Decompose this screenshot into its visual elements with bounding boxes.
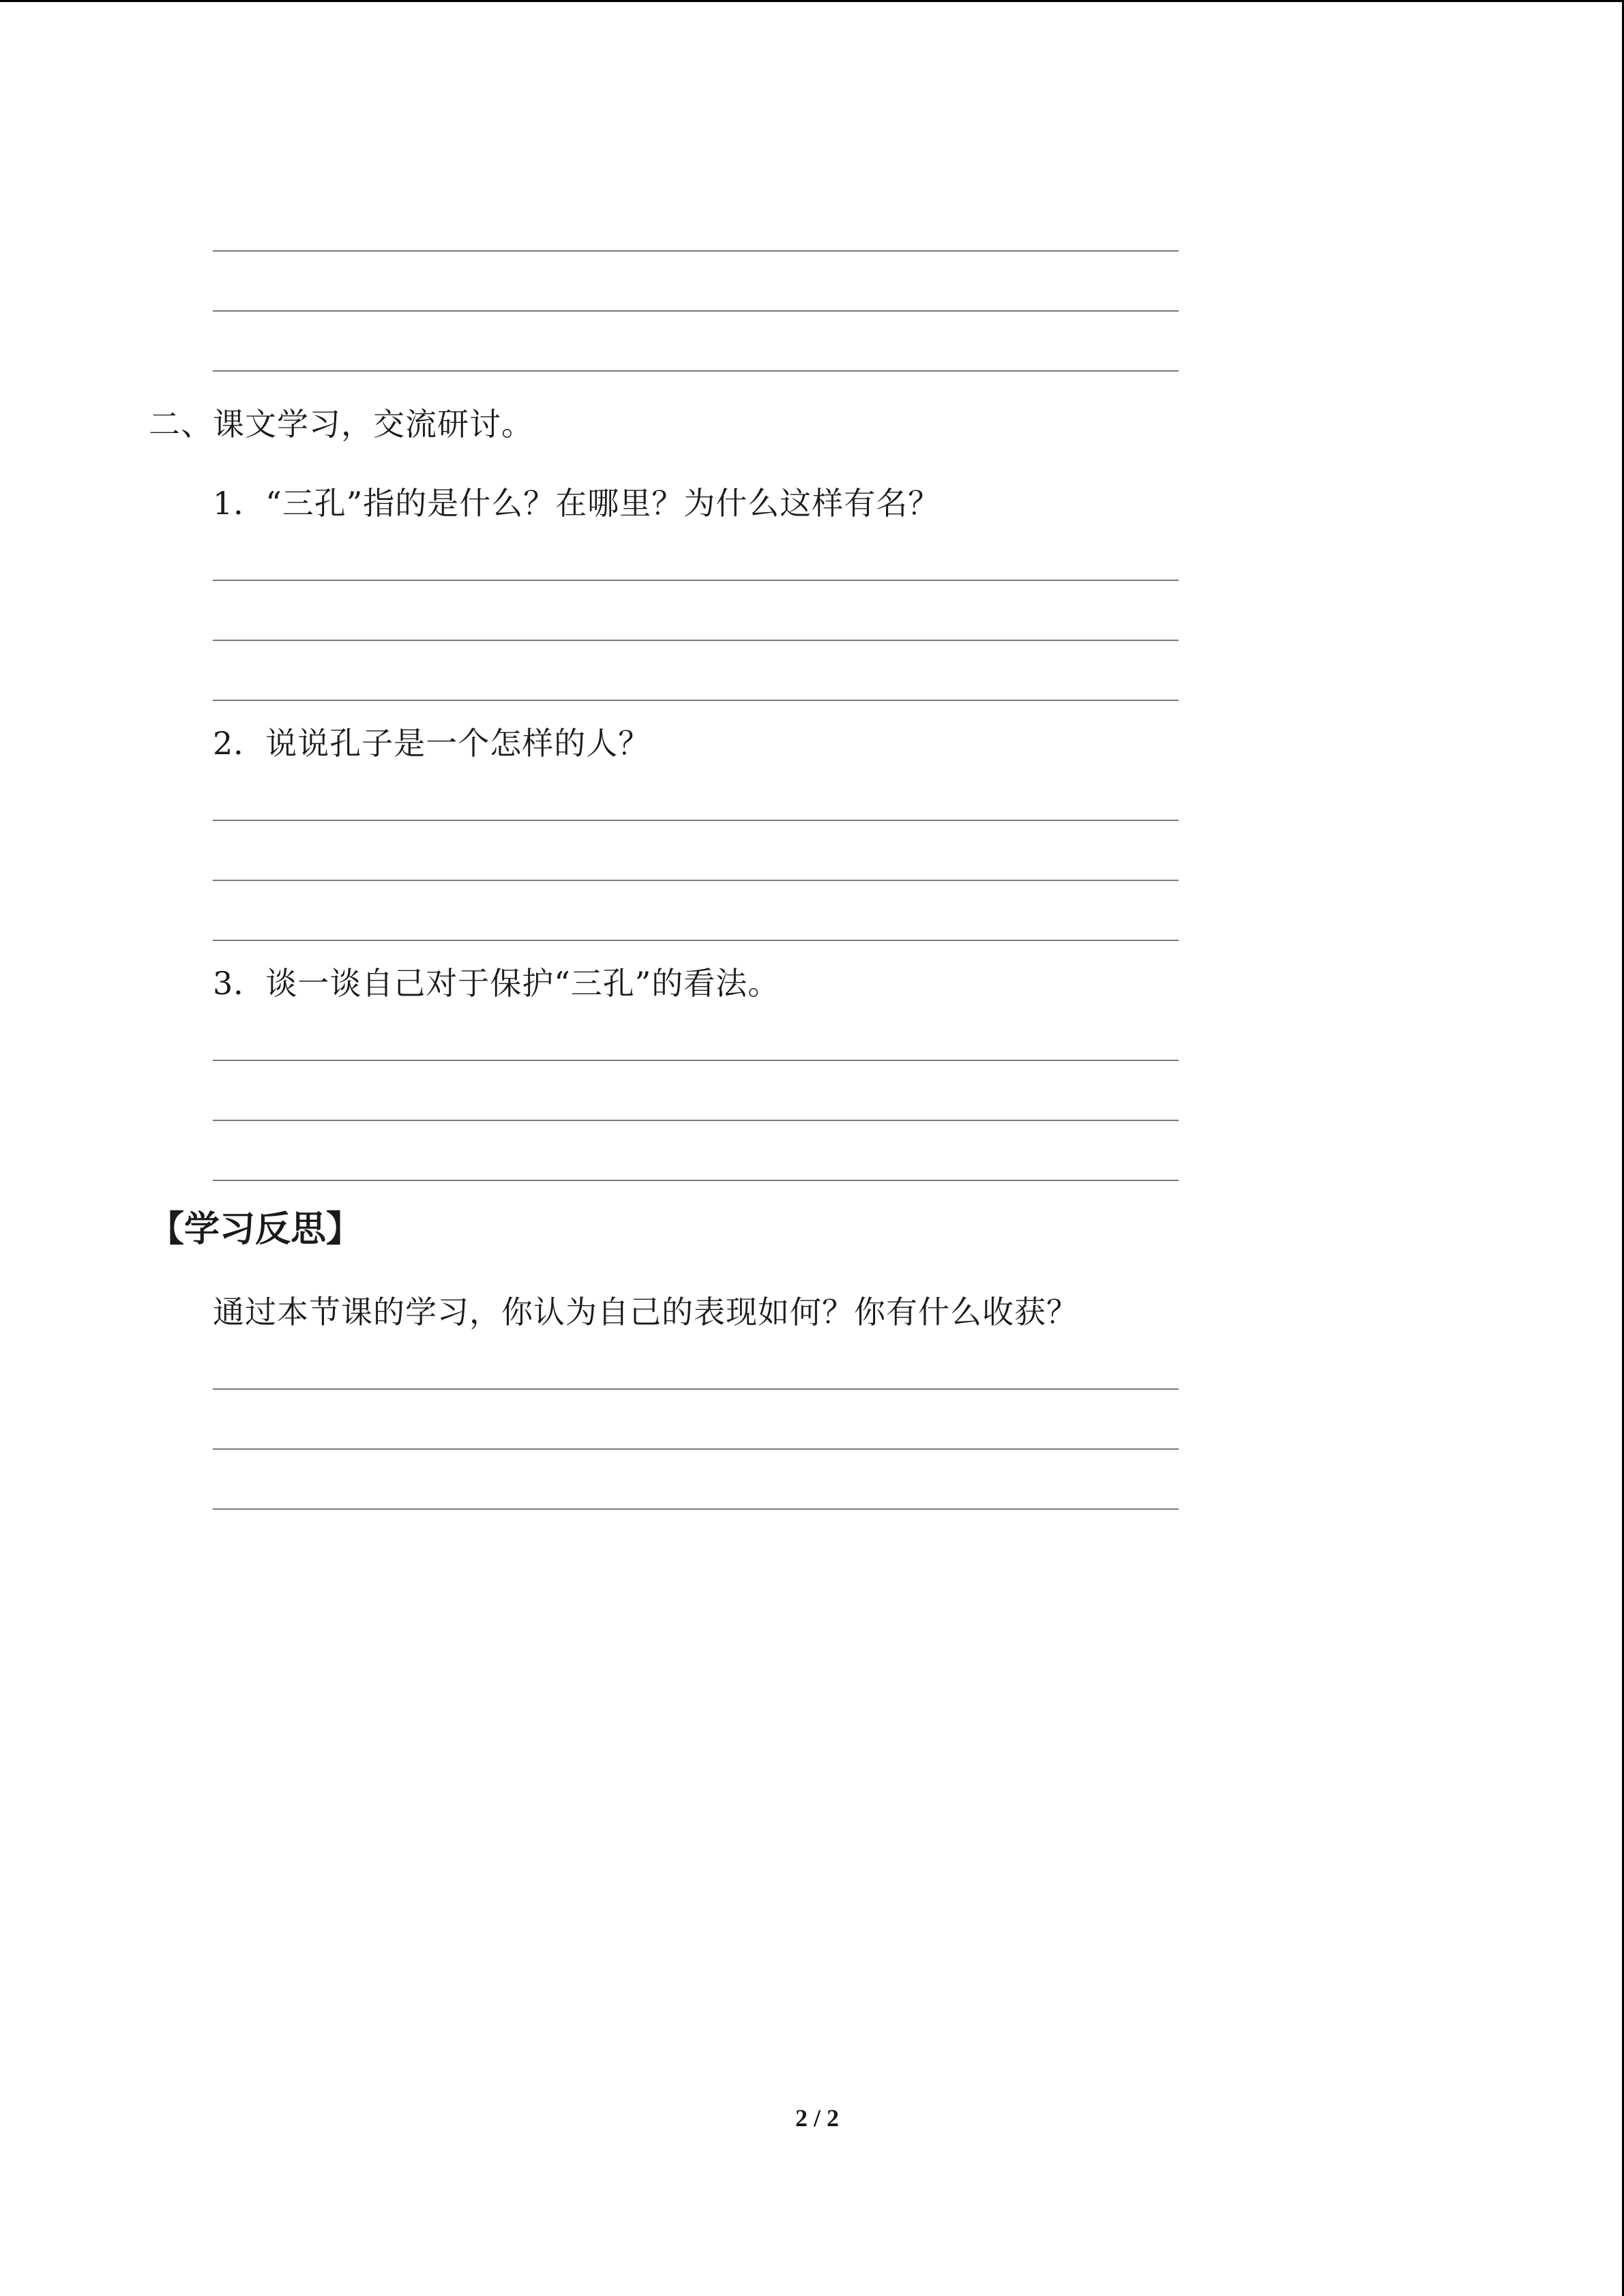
answer-line[interactable] <box>213 940 1179 941</box>
question-1: 1．“三孔”指的是什么？在哪里？为什么这样有名？ <box>213 485 941 522</box>
answer-line[interactable] <box>213 640 1179 641</box>
answer-line[interactable] <box>213 1120 1179 1121</box>
answer-line[interactable] <box>213 370 1179 372</box>
question-3: 3．谈一谈自己对于保护“三孔”的看法。 <box>213 965 780 1002</box>
answer-line[interactable] <box>213 820 1179 821</box>
reflection-heading: 【学习反思】 <box>149 1209 362 1250</box>
question-2: 2．说说孔子是一个怎样的人？ <box>213 725 651 762</box>
page-number: 2 / 2 <box>795 2104 840 2132</box>
answer-line[interactable] <box>213 880 1179 881</box>
answer-line[interactable] <box>213 250 1179 252</box>
answer-line[interactable] <box>213 1180 1179 1181</box>
answer-line[interactable] <box>213 1448 1179 1450</box>
answer-line[interactable] <box>213 310 1179 312</box>
answer-line[interactable] <box>213 1508 1179 1510</box>
reflection-prompt: 通过本节课的学习，你认为自己的表现如何？你有什么收获？ <box>213 1294 1078 1330</box>
answer-line[interactable] <box>213 700 1179 701</box>
section-heading: 二、课文学习，交流研讨。 <box>149 406 533 443</box>
answer-line[interactable] <box>213 580 1179 581</box>
page-top-border <box>0 0 1624 2</box>
answer-line[interactable] <box>213 1388 1179 1390</box>
answer-line[interactable] <box>213 1060 1179 1061</box>
